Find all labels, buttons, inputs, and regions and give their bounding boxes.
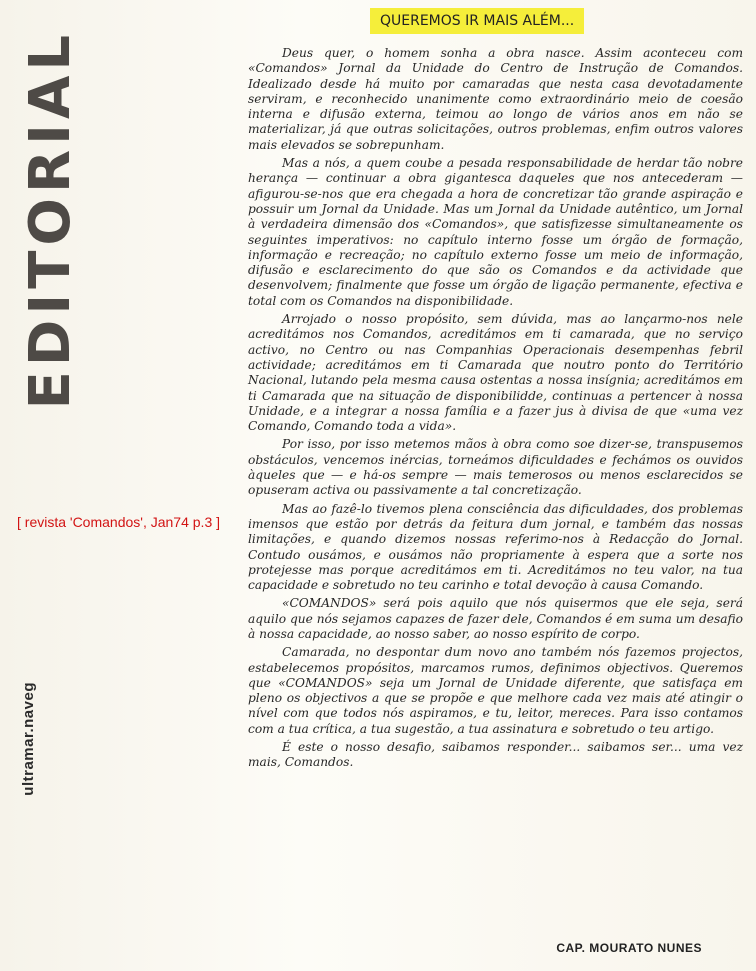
watermark: ultramar.naveg	[19, 682, 37, 796]
paragraph: Camarada, no despontar dum novo ano também nós fazemos projectos, estabelecemos propósitos, marcamos rumos, definimos objectivos. Queremos que «COMANDOS» seja um Jornal de Unidade diferente, que satisfaça em pleno os objectivos a que se propõe e que melhore cada vez mais até atingir o nível com que todos nós aspiramos, e tu, leitor, mereces. Para isso contamos com a tua crítica, a tua sugestão, a tua assinatura e sobretudo o teu artigo.	[248, 645, 743, 736]
paragraph: Arrojado o nosso propósito, sem dúvida, mas ao lançarmo-nos nele acreditámos nos Comandos, acreditámos em ti camarada, que no serviço activo, no Centro ou nas Companhias Operacionais desempenhas febril actividade; acreditámos em ti Camarada que noutro ponto do Território Nacional, lutando pela mesma causa ostentas a nossa insígnia; acreditámos em ti Camarada que na situação de disponibilidde, continuas a pertencer à nossa Unidade, e a integrar a nossa família e a fazer jus à divisa de que «uma vez Comando, Comando toda a vida».	[248, 312, 743, 434]
paragraph: Mas ao fazê-lo tivemos plena consciência das dificuldades, dos problemas imensos que estão por detrás da feitura dum jornal, e também das nossas limitações, e quando dizemos nossas referimo-nos à Redacção do Jornal. Contudo ousámos, e ousámos não propriamente à espera que a sorte nos protejesse mas porque acreditámos em ti. Acreditámos no teu valor, na tua capacidade e sobretudo no teu carinho e total devoção à causa Comando.	[248, 501, 743, 593]
author-signature: CAP. MOURATO NUNES	[556, 941, 702, 955]
paragraph: Por isso, por isso metemos mãos à obra como soe dizer-se, transpusemos obstáculos, vencemos inércias, torneámos dificuldades e fechámos os ouvidos àqueles que — e há-os sempre — mais temerosos ou menos esclarecidos se opuseram activa ou passivamente a tal concretização.	[248, 437, 743, 498]
headline: QUEREMOS IR MAIS ALÉM...	[370, 8, 584, 34]
paragraph: «COMANDOS» será pois aquilo que nós quisermos que ele seja, será aquilo que nós sejamos capazes de fazer dele, Comandos é em suma um desafio à nossa capacidade, ao nosso saber, ao nosso espírito de corpo.	[248, 596, 743, 641]
paragraph: Deus quer, o homem sonha a obra nasce. Assim aconteceu com «Comandos» Jornal da Unidade do Centro de Instrução de Comandos. Idealizado desde há muito por camaradas que nesta casa devotadamente serviram, e reconhecido unanimente como extraordinário meio de coesão interna e difusão externa, teimou ao longo de vários anos em não se materializar, já que outras solicitações, outros problemas, enfim outros valores mais elevados se sobrepunham.	[248, 46, 743, 152]
paragraph: É este o nosso desafio, saibamos responder... saibamos ser... uma vez mais, Comandos.	[248, 740, 743, 770]
paragraph: Mas a nós, a quem coube a pesada responsabilidade de herdar tão nobre herança — continuar a obra gigantesca daqueles que nos antecederam — afigurou-se-nos que era chegada a hora de concretizar tão grande aspiração e possuir um Jornal da Unidade. Mas um Jornal da Unidade autêntico, um Jornal à verdadeira dimensão dos «Comandos», que satisfizesse simultaneamente os seguintes imperativos: no capítulo interno fosse um órgão de formação, informação e recreação; no capítulo externo fosse um meio de informação, difusão e esclarecimento do que são os Comandos e da actividade que desenvolvem; finalmente que fosse um órgão de ligação permanente, efectiva e total com os Comandos na disponibilidade.	[248, 156, 743, 308]
article-body	[248, 46, 743, 774]
source-caption: [ revista 'Comandos', Jan74 p.3 ]	[17, 514, 221, 530]
section-title-vertical: EDITORIAL	[17, 30, 83, 410]
